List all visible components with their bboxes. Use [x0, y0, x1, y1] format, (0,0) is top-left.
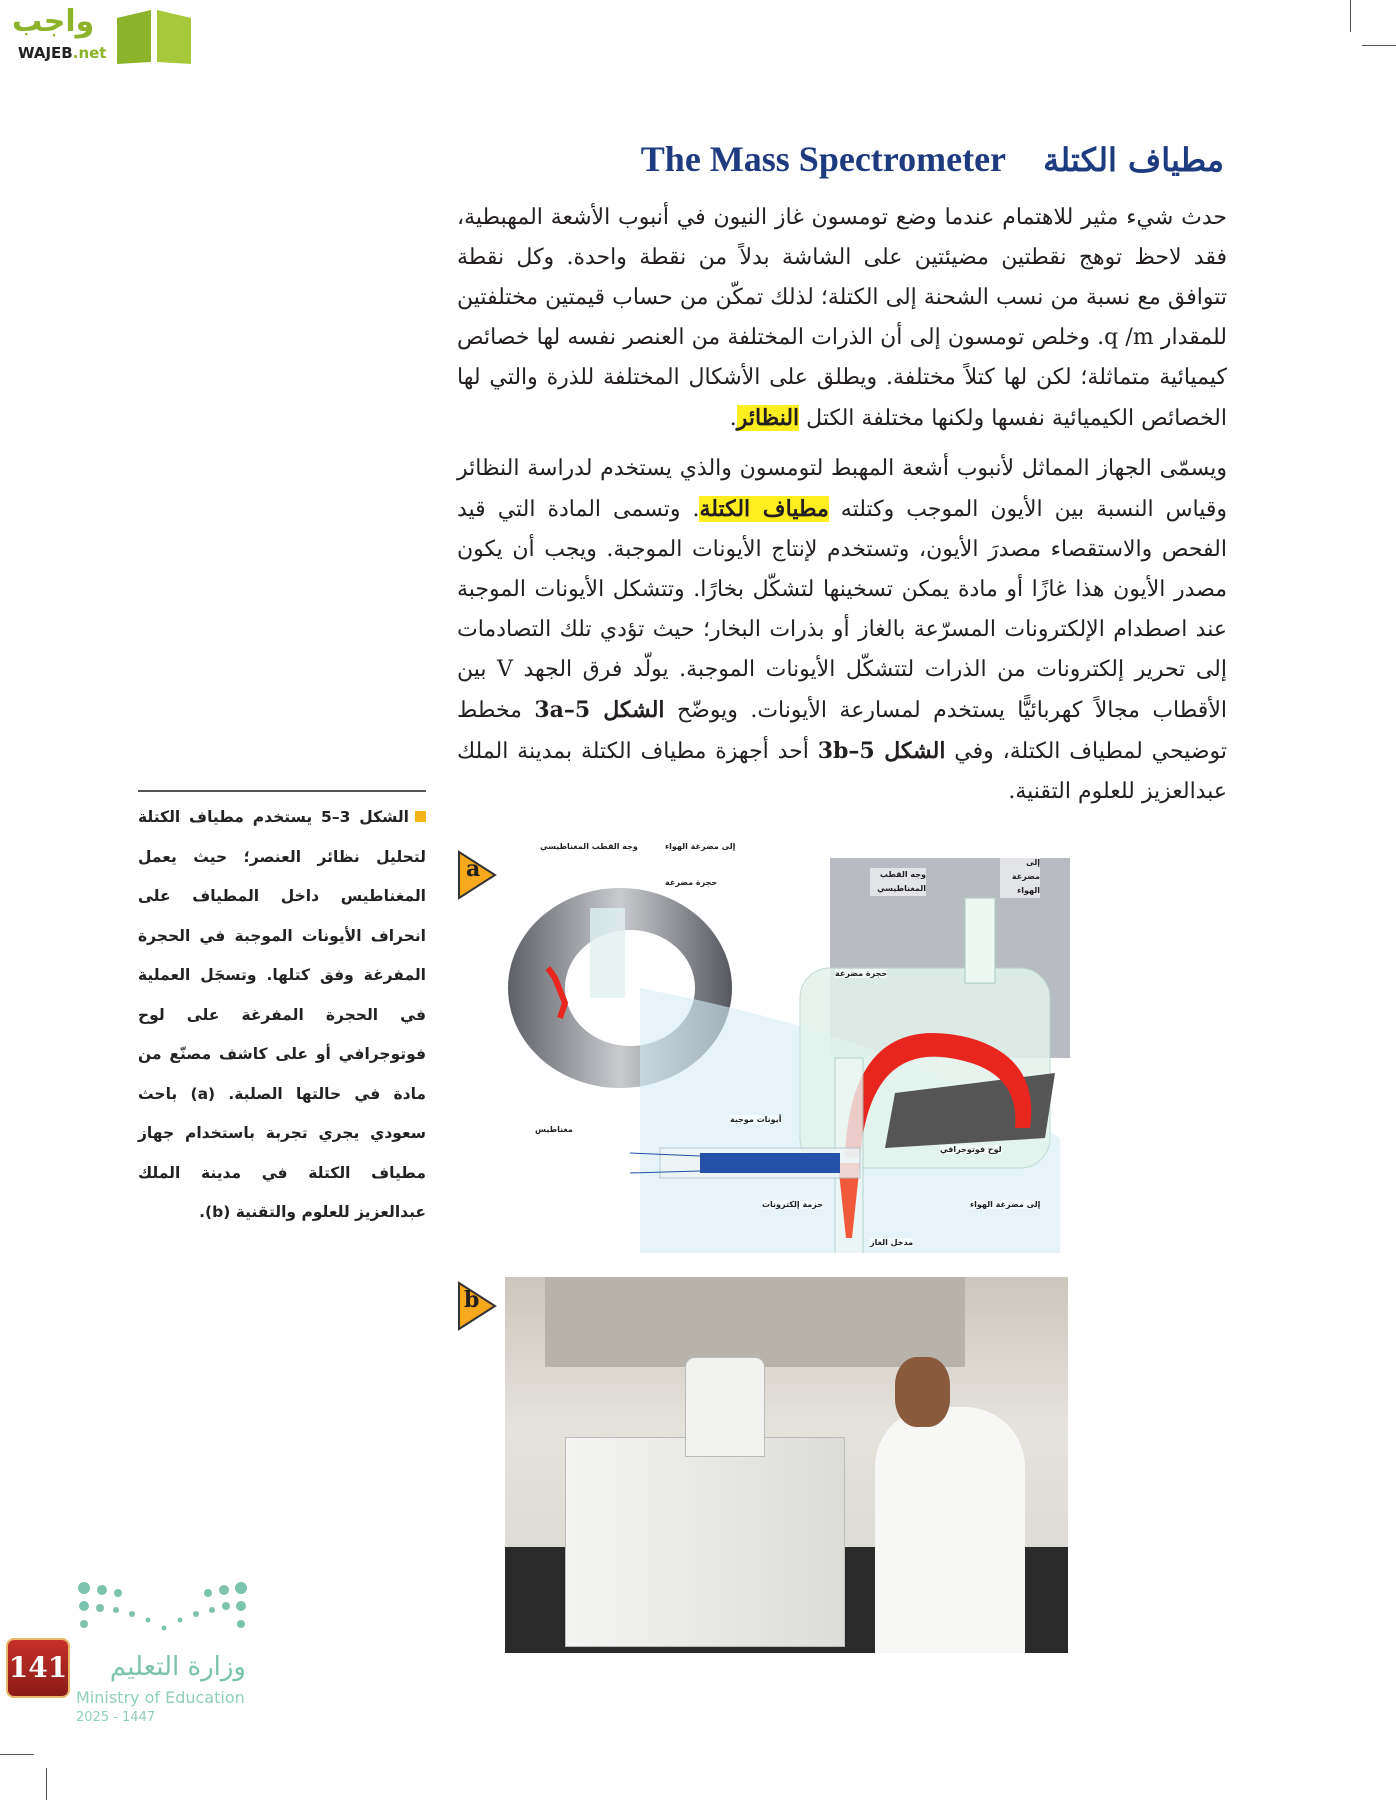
label-to-vacuum-pump-bottom: إلى مضرغة الهواء [970, 1200, 1041, 1209]
logo-arabic: واجب [12, 4, 95, 39]
paragraph-isotopes [457, 198, 1227, 439]
ministry-of-education-logo [76, 1580, 251, 1730]
researcher-head [895, 1357, 950, 1427]
badge-b-label: b [464, 1287, 480, 1313]
badge-a-label: a [466, 856, 481, 882]
label-vacuum-chamber-left: حجرة مضرغة [665, 878, 718, 887]
label-positive-ions: أيونات موجبة [730, 1115, 782, 1124]
figure-b-reference: الشكل 5–3b [817, 738, 946, 764]
figure-b [457, 1277, 1069, 1653]
page-number: 141 [8, 1640, 68, 1696]
instrument-module [685, 1357, 765, 1457]
label-photographic-plate: لوح فوتوجرافي [940, 1145, 1002, 1154]
ministry-dots-icon [76, 1580, 251, 1650]
paragraph-mass-spectrometer [457, 449, 1227, 812]
term-mass-spectrometer: مطياف الكتلة [699, 496, 829, 522]
paragraph-end: . [729, 406, 737, 431]
paragraph-text: أحد أجهزة مطياف الكتلة بمدينة الملك عبدالعزيز للعلوم التقنية. [457, 739, 1227, 804]
figure-a-reference: الشكل 5–3a [534, 697, 665, 723]
label-pole-face-right: وجه القطب المغناطيسي [870, 868, 926, 896]
section-title [641, 138, 1224, 180]
caption-bullet-icon [415, 811, 426, 822]
wajeb-logo [8, 4, 193, 66]
label-to-vacuum-pump-top: إلى مضرغة الهواء [665, 842, 736, 851]
ministry-arabic: وزارة التعليم [109, 1652, 246, 1682]
title-english: The Mass Spectrometer [640, 139, 1007, 179]
spectrometer-instrument [565, 1437, 845, 1647]
researcher-photo [505, 1277, 1068, 1653]
title-arabic: مطياف الكتلة [1043, 141, 1224, 179]
term-isotopes: النظائر [736, 405, 800, 431]
paragraph-text: حدث شيء مثير للاهتمام عندما وضع تومسون غاز النيون في أنبوب الأشعة المهبطية، فقد لاحظ توهج نقطتين مضيئتين على الشاشة بدلاً من نقطة واحدة. وكل نقطة تتوافق مع نسبة من نسب الشحنة إلى الكتلة؛ لذلك تمكّن من حساب قيمتين مختلفتين للمقدار q /m. وخلص تومسون إلى أن الذرات المختلفة من العنصر نفسه لها خصائص كيميائية متماثلة؛ لكن لها كتلاً مختلفة. ويطلق على الأشكال المختلفة للذرة والتي لها الخصائص الكيميائية نفسها ولكنها مختلفة الكتل [457, 205, 1227, 431]
paragraph-text: ويسمّى الجهاز المماثل لأنبوب أشعة المهبط لتومسون والذي يستخدم لدراسة النظائر وقياس النسبة بين الأيون الموجب وكتلته [457, 456, 1227, 522]
label-vacuum-chamber: حجرة مضرغة [835, 969, 888, 978]
figure-a [457, 838, 1069, 1253]
ministry-year: 2025 - 1447 [76, 1710, 156, 1725]
label-gas-inlet: مدخل الغاز [870, 1238, 914, 1247]
caption-label: الشكل 3–5 [321, 808, 409, 826]
figure-caption [138, 790, 426, 1233]
label-magnet: مغناطيس [535, 1125, 573, 1134]
label-to-vacuum-pump-right: إلى مضرغة الهواء [1000, 856, 1040, 898]
diagram-illustration [500, 838, 1070, 1253]
label-pole-face-left: وجه القطب المغناطيسي [540, 842, 638, 851]
ministry-english: Ministry of Education [76, 1688, 245, 1707]
paragraph-text: . وتسمى المادة التي قيد الفحص والاستقصاء مصدرَ الأيون، وتستخدم لإنتاج الأيونات الموجبة. ويجب أن يكون مصدر الأيون هذا غازًا أو مادة يمكن تسخينها لتشكّل بخارًا. وتتشكل الأيونات الموجبة عند اصطدام الإلكترونات المسرّعة بالغاز أو بذرات البخار؛ حيث تؤدي تلك التصادمات إلى تحرير إلكترونات من الذرات لتتشكّل الأيونات الموجبة. يولّد فرق الجهد V بين الأقطاب مجالاً كهربائيًّا يستخدم لمسارعة الأيونات. ويوضّح [457, 497, 1227, 723]
lab-cabinets [545, 1277, 965, 1367]
caption-text: يستخدم مطياف الكتلة لتحليل نظائر العنصر؛ حيث يعمل المغناطيس داخل المطياف على انحراف الأيونات الموجبة في الحجرة المفرغة وفق كتلها. وتسجَل العملية في الحجرة المفرغة على لوح فوتوجرافي أو على كاشف مصنّع من مادة في حالتها الصلبة. (a) باحث سعودي يجري تجربة باستخدام جهاز مطياف الكتلة في مدينة الملك عبدالعزيز للعلوم والتقنية (b). [138, 808, 427, 1221]
main-column [457, 198, 1227, 1653]
mass-spectrometer-diagram [500, 838, 1070, 1253]
logo-latin: WAJEB.net [18, 44, 107, 62]
paragraph-text: مخطط توضيحي لمطياف الكتلة، وفي [457, 698, 1227, 764]
label-electron-beam: حزمة إلكترونات [762, 1200, 823, 1209]
book-icon [113, 6, 195, 66]
researcher-lab-coat [875, 1407, 1025, 1653]
